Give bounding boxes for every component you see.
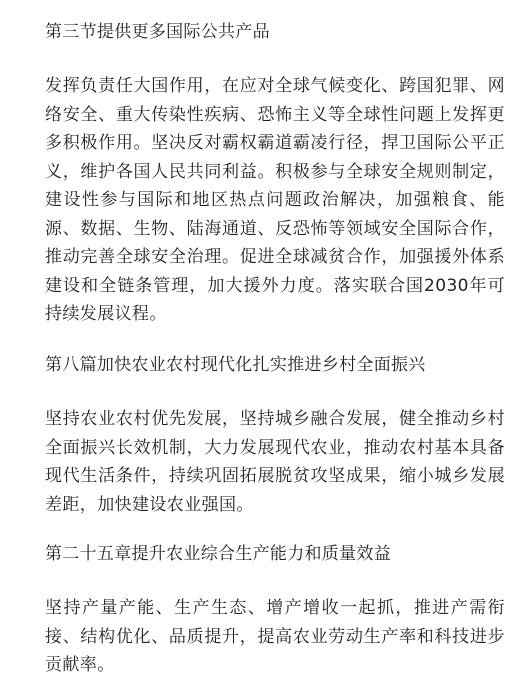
section-paragraph-2: 坚持农业农村优先发展，坚持城乡融合发展，健全推动乡村全面振兴长效机制，大力发展现代农业，推动农村基本具备现代生活条件，持续巩固拓展脱贫攻坚成果，缩小城乡发展差距，加快建设农业强国。 [45,409,505,515]
section-heading-1: 第三节提供更多国际公共产品 [45,22,270,42]
section-heading-3: 第二十五章提升农业综合生产能力和质量效益 [45,544,391,564]
section-heading-2: 第八篇加快农业农村现代化扎实推进乡村全面振兴 [45,355,426,375]
section-paragraph-1: 发挥负责任大国作用，在应对全球气候变化、跨国犯罪、网络安全、重大传染性疾病、恐怖主义等全球性问题上发挥更多积极作用。坚决反对霸权霸道霸凌行径，捍卫国际公平正义，维护各国人民共同利益。积极参与全球安全规则制定，建设性参与国际和地区热点问题政治解决，加强粮食、能源、数据、生物、陆海通道、反恐怖等领域安全国际合作，推动完善全球安全治理。促进全球减贫合作，加强援外体系建设和全链条管理，加大援外力度。落实联合国2030年可持续发展议程。 [45,76,505,324]
section-paragraph-3: 坚持产量产能、生产生态、增产增收一起抓，推进产需衔接、结构优化、品质提升，提高农业劳动生产率和科技进步贡献率。 [45,598,505,675]
